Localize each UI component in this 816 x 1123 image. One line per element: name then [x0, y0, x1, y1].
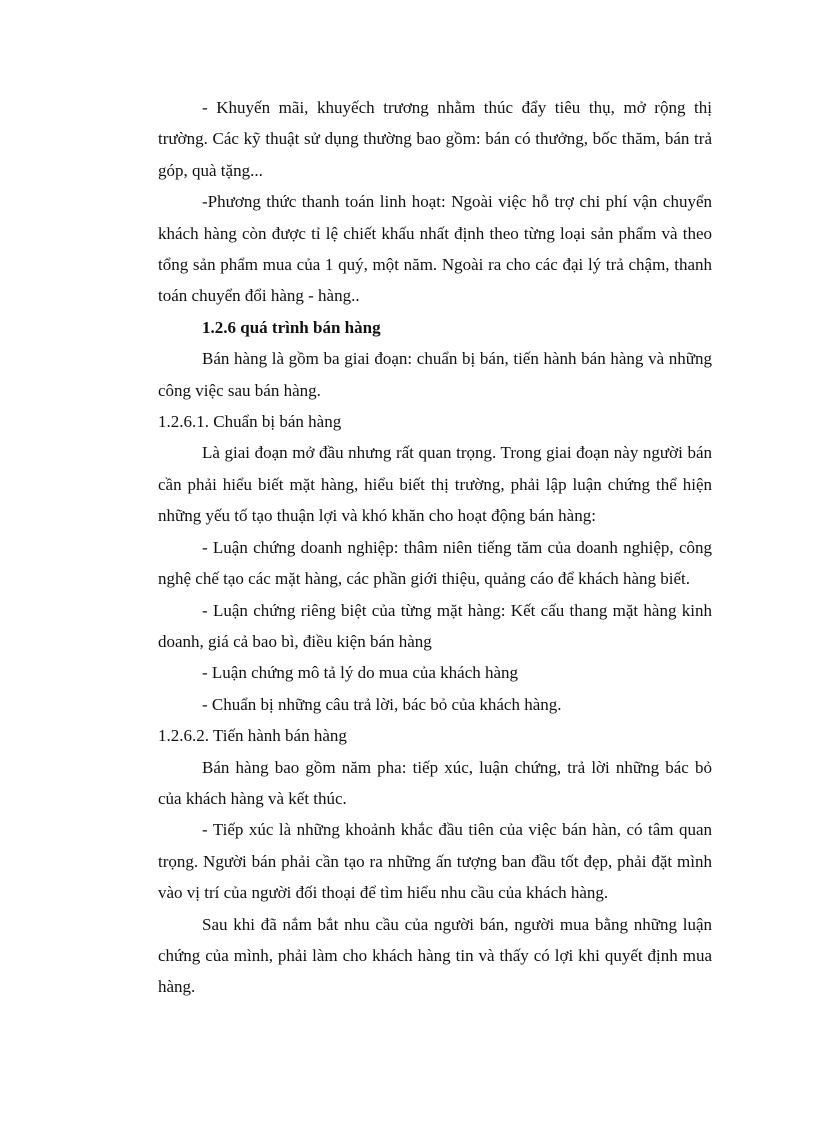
paragraph-payment-methods: -Phương thức thanh toán linh hoạt: Ngoài việc hỗ trợ chi phí vận chuyển khách hàng còn được tỉ lệ chiết khấu nhất định theo từng loại sản phẩm và theo tổng sản phẩm mua của 1 quý, một năm. Ngoài ra cho các đại lý trả chậm, thanh toán chuyển đổi hàng - hàng..: [158, 192, 712, 306]
paragraph-five-phases: Bán hàng bao gồm năm pha: tiếp xúc, luận chứng, trả lời những bác bỏ của khách hàng và kết thúc.: [158, 757, 712, 808]
section-heading-1-2-6: 1.2.6 quá trình bán hàng: [202, 317, 381, 337]
subsection-heading-1-2-6-2: 1.2.6.2. Tiến hành bán hàng: [158, 726, 347, 746]
document-page: [158, 92, 712, 1003]
list-item-product-argument: - Luận chứng riêng biệt của từng mặt hàng: Kết cấu thang mặt hàng kinh doanh, giá cả bao bì, điều kiện bán hàng: [158, 600, 712, 651]
paragraph-sales-stages: Bán hàng là gồm ba giai đoạn: chuẩn bị bán, tiến hành bán hàng và những công việc sau bán hàng.: [158, 349, 712, 400]
subsection-heading-1-2-6-1: 1.2.6.1. Chuẩn bị bán hàng: [158, 412, 342, 432]
list-item-prepare-answers: - Chuẩn bị những câu trả lời, bác bỏ của khách hàng.: [202, 694, 562, 714]
list-item-enterprise-argument: - Luận chứng doanh nghiệp: thâm niên tiếng tăm của doanh nghiệp, công nghệ chế tạo các mặt hàng, các phần giới thiệu, quảng cáo để khách hàng biết.: [158, 537, 712, 589]
paragraph-preparation: Là giai đoạn mở đầu nhưng rất quan trọng. Trong giai đoạn này người bán cần phải hiểu biết mặt hàng, hiểu biết thị trường, phải lập luận chứng thể hiện những yếu tố tạo thuận lợi và khó khăn cho hoạt động bán hàng:: [158, 443, 712, 526]
list-item-contact: - Tiếp xúc là những khoảnh khắc đầu tiên của việc bán hàn, có tâm quan trọng. Người bán phải cần tạo ra những ấn tượng ban đầu tốt đẹp, phải đặt mình vào vị trí của người đối thoại để tìm hiểu nhu cầu của khách hàng.: [158, 820, 712, 903]
list-item-purchase-reason: - Luận chứng mô tả lý do mua của khách hàng: [202, 663, 519, 683]
paragraph-after-needs: Sau khi đã nắm bắt nhu cầu của người bán, người mua bằng những luận chứng của mình, phải làm cho khách hàng tin và thấy có lợi khi quyết định mua hàng.: [158, 914, 712, 997]
paragraph-promotion: - Khuyến mãi, khuyếch trương nhằm thúc đẩy tiêu thụ, mở rộng thị trường. Các kỹ thuật sử dụng thường bao gồm: bán có thưởng, bốc thăm, bán trả góp, quà tặng...: [158, 98, 712, 180]
